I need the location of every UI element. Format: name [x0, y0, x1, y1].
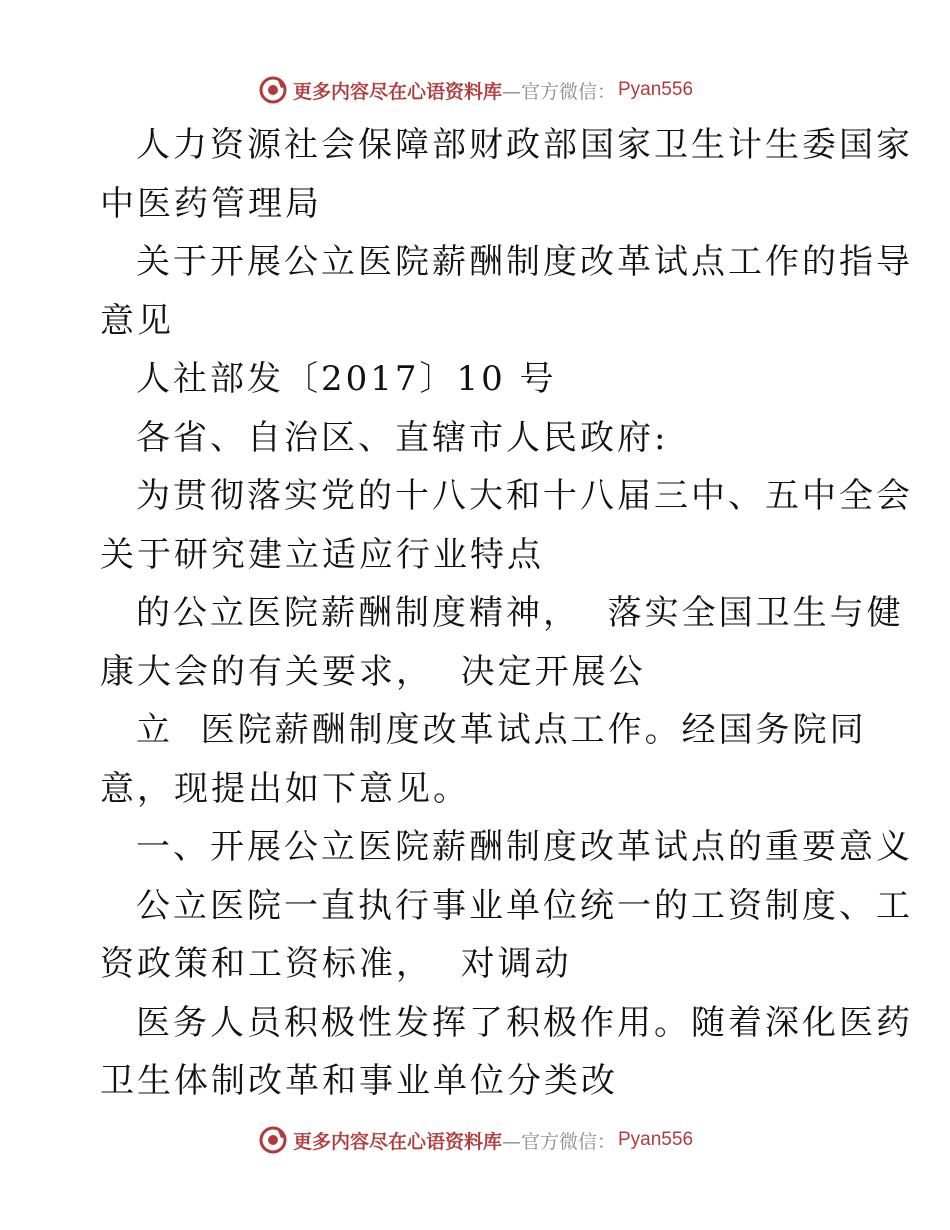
brand-logo-icon — [257, 1124, 289, 1156]
doc-line: 一、开展公立医院薪酬制度改革试点的重要意义 — [136, 827, 913, 867]
doc-line: 康大会的有关要求， 决定开展公 — [100, 651, 646, 692]
watermark-official-label: —官方微信： — [501, 1130, 616, 1153]
header-watermark — [0, 74, 950, 106]
watermark-wechat-id: Pyan556 — [618, 79, 694, 100]
doc-line: 各省、自治区、直辖市人民政府: — [136, 417, 669, 458]
doc-line: 人社部发〔2017〕10 号 — [136, 359, 557, 399]
watermark-official-label: —官方微信： — [501, 80, 616, 103]
watermark-wechat-id: Pyan556 — [618, 1129, 694, 1150]
brand-logo-icon — [257, 74, 289, 106]
doc-line: 意见 — [100, 300, 174, 341]
doc-line: 卫生体制改革和事业单位分类改 — [100, 1061, 618, 1101]
footer-watermark — [0, 1124, 950, 1156]
doc-line: 资政策和工资标准， 对调动 — [100, 944, 572, 984]
doc-line: 关于研究建立适应行业特点 — [100, 534, 544, 575]
doc-line: 人力资源社会保障部财政部国家卫生计生委国家 — [136, 125, 913, 165]
doc-line: 医务人员积极性发挥了积极作用。随着深化医药 — [136, 1002, 913, 1043]
doc-line: 的公立医院薪酬制度精神， 落实全国卫生与健 — [136, 593, 904, 633]
doc-line: 立 医院薪酬制度改革试点工作。经国务院同 — [136, 710, 867, 750]
doc-line: 意，现提出如下意见。 — [100, 768, 470, 809]
watermark-brand: 更多内容尽在心语资料库 — [292, 80, 502, 103]
document-body — [100, 116, 913, 1111]
doc-line: 中医药管理局 — [100, 183, 322, 224]
doc-line: 为贯彻落实党的十八大和十八届三中、五中全会 — [136, 476, 913, 516]
doc-line: 关于开展公立医院薪酬制度改革试点工作的指导 — [136, 242, 913, 282]
doc-line: 公立医院一直执行事业单位统一的工资制度、工 — [136, 885, 913, 926]
watermark-brand: 更多内容尽在心语资料库 — [292, 1130, 502, 1153]
